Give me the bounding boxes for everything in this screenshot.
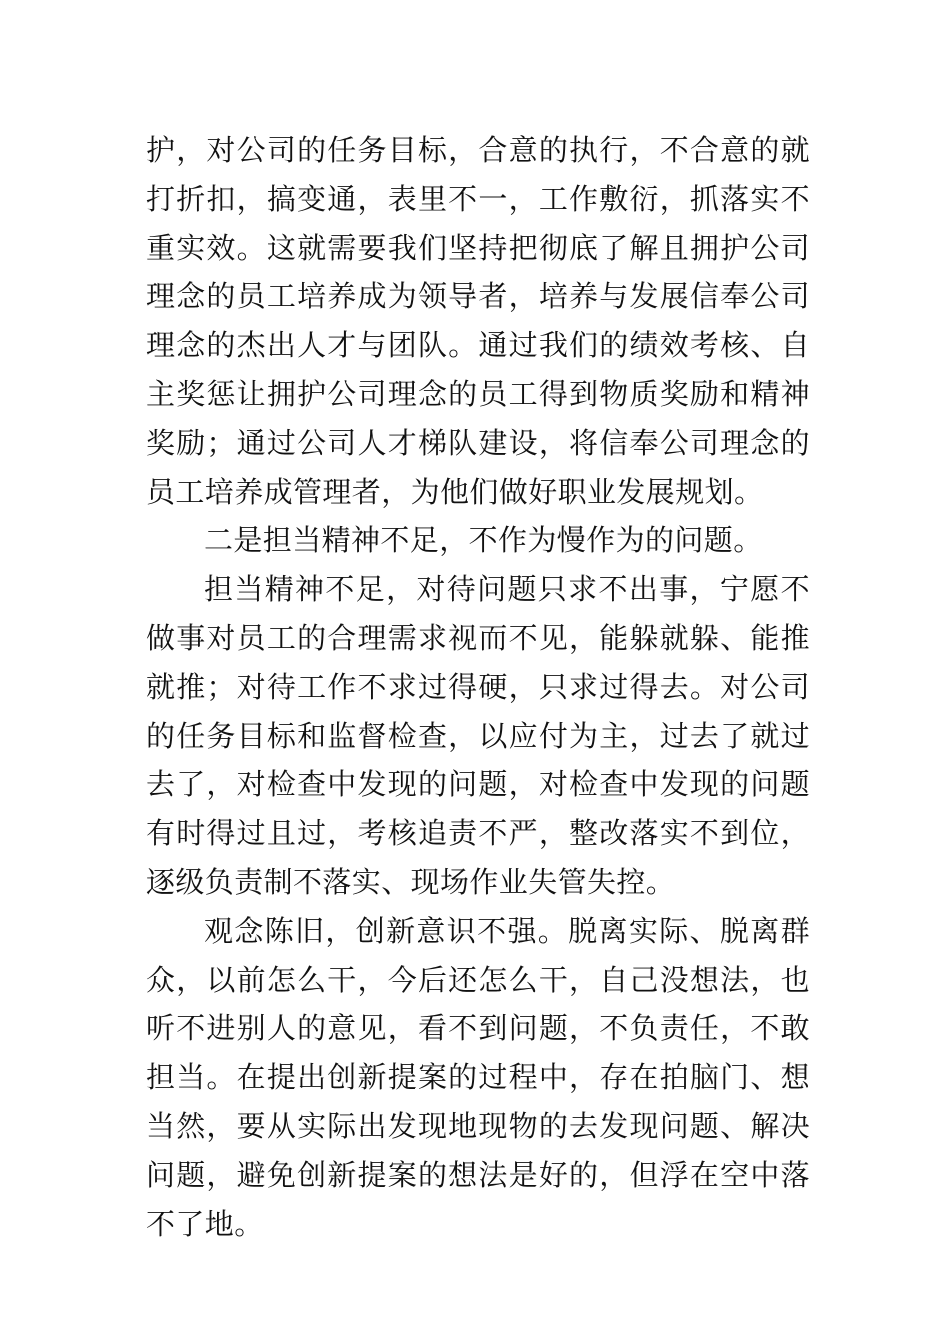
paragraph-heading-point-two: 二是担当精神不足，不作为慢作为的问题。: [204, 523, 763, 558]
paragraph-continuation: 护，对公司的任务目标，合意的执行，不合意的就打折扣，搞变通，表里不一，工作敷衍，抓落实不重实效。这就需要我们坚持把彻底了解且拥护公司理念的员工培养成为领导者，培养与发展信奉公司理念的杰出人才与团队。通过我们的绩效考核、自主奖惩让拥护公司理念的员工得到物质奖励和精神奖励；通过公司人才梯队建设，将信奉公司理念的员工培养成管理者，为他们做好职业发展规划。: [146, 133, 810, 509]
document-body: [146, 126, 810, 1248]
paragraph-responsibility: 担当精神不足，对待问题只求不出事，宁愿不做事对员工的合理需求视而不见，能躲就躲、能推就推；对待工作不求过得硬，只求过得去。对公司的任务目标和监督检查，以应付为主，过去了就过去了，对检查中发现的问题，对检查中发现的问题有时得过且过，考核追责不严，整改落实不到位，逐级负责制不落实、现场作业失管失控。: [146, 572, 810, 899]
paragraph-innovation: 观念陈旧，创新意识不强。脱离实际、脱离群众，以前怎么干，今后还怎么干，自己没想法，也听不进别人的意见，看不到问题，不负责任，不敢担当。在提出创新提案的过程中，存在拍脑门、想当然，要从实际出发现地现物的去发现问题、解决问题，避免创新提案的想法是好的，但浮在空中落不了地。: [146, 913, 810, 1241]
